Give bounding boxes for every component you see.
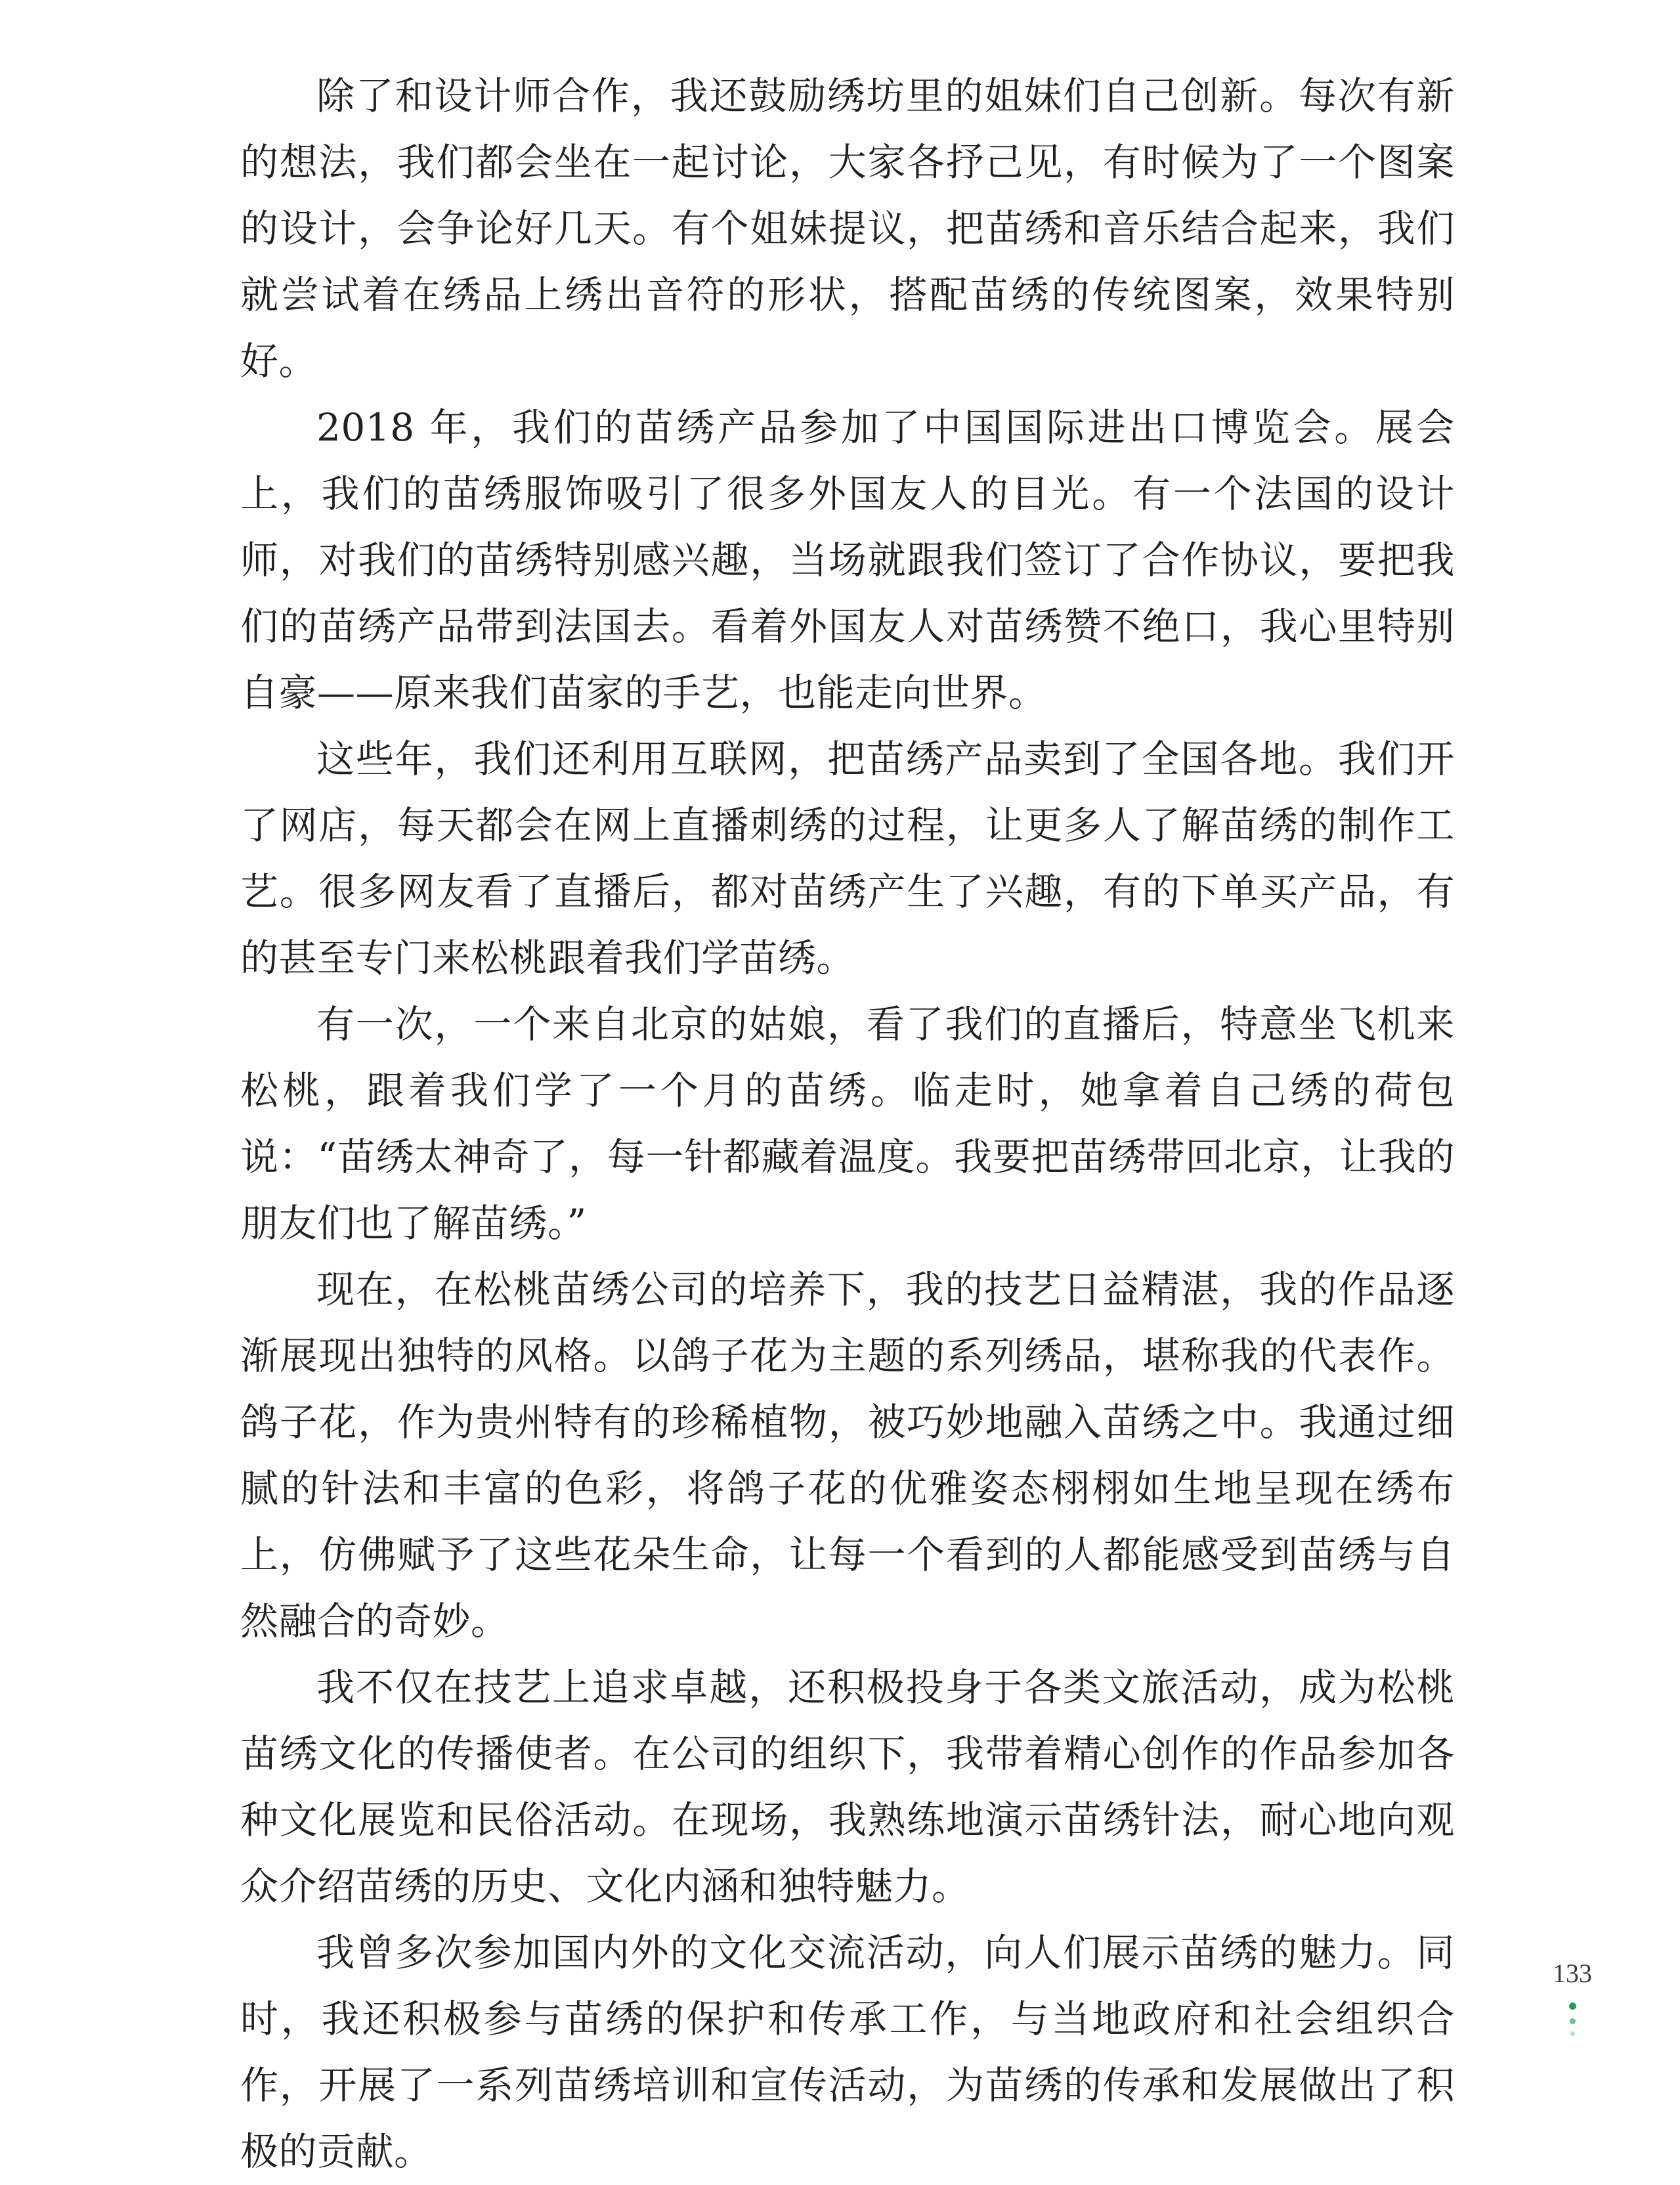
paragraph: 这些年，我们还利用互联网，把苗绣产品卖到了全国各地。我们开了网店，每天都会在网上直播刺绣的过程，让更多人了解苗绣的制作工艺。很多网友看了直播后，都对苗绣产生了兴趣，有的下单买产品，有的甚至专门来松桃跟着我们学苗绣。 [240, 737, 1455, 980]
decorative-dots-icon [1562, 2002, 1582, 2068]
paragraph: 我不仅在技艺上追求卓越，还积极投身于各类文旅活动，成为松桃苗绣文化的传播使者。在公司的组织下，我带着精心创作的作品参加各种文化展览和民俗活动。在现场，我熟练地演示苗绣针法，耐心地向观众介绍苗绣的历史、文化内涵和独特魅力。 [240, 1665, 1455, 1909]
dot-icon [1569, 2002, 1576, 2010]
paragraph: 除了和设计师合作，我还鼓励绣坊里的姐妹们自己创新。每次有新的想法，我们都会坐在一起讨论，大家各抒己见，有时候为了一个图案的设计，会争论好几天。有个姐妹提议，把苗绣和音乐结合起来，我们就尝试着在绣品上绣出音符的形状，搭配苗绣的传统图案，效果特别好。 [240, 74, 1455, 383]
paragraph: 2018 年，我们的苗绣产品参加了中国国际进出口博览会。展会上，我们的苗绣服饰吸引了很多外国友人的目光。有一个法国的设计师，对我们的苗绣特别感兴趣，当场就跟我们签订了合作协议，要把我们的苗绣产品带到法国去。看着外国友人对苗绣赞不绝口，我心里特别自豪——原来我们苗家的手艺，也能走向世界。 [240, 405, 1455, 715]
dot-icon [1570, 2031, 1575, 2036]
page-number: 133 [1553, 1958, 1592, 1988]
paragraph: 有一次，一个来自北京的姑娘，看了我们的直播后，特意坐飞机来松桃，跟着我们学了一个月的苗绣。临走时，她拿着自己绣的荷包说：“苗绣太神奇了，每一针都藏着温度。我要把苗绣带回北京，让我的朋友们也了解苗绣。” [240, 1002, 1455, 1245]
paragraph: 现在，在松桃苗绣公司的培养下，我的技艺日益精湛，我的作品逐渐展现出独特的风格。以鸽子花为主题的系列绣品，堪称我的代表作。鸽子花，作为贵州特有的珍稀植物，被巧妙地融入苗绣之中。我通过细腻的针法和丰富的色彩，将鸽子花的优雅姿态栩栩如生地呈现在绣布上，仿佛赋予了这些花朵生命，让每一个看到的人都能感受到苗绣与自然融合的奇妙。 [240, 1267, 1455, 1643]
paragraph: 我曾多次参加国内外的文化交流活动，向人们展示苗绣的魅力。同时，我还积极参与苗绣的保护和传承工作，与当地政府和社会组织合作，开展了一系列苗绣培训和宣传活动，为苗绣的传承和发展做出了积极的贡献。 [240, 1930, 1455, 2174]
body-text [240, 63, 1455, 2185]
dot-icon [1570, 2018, 1576, 2024]
